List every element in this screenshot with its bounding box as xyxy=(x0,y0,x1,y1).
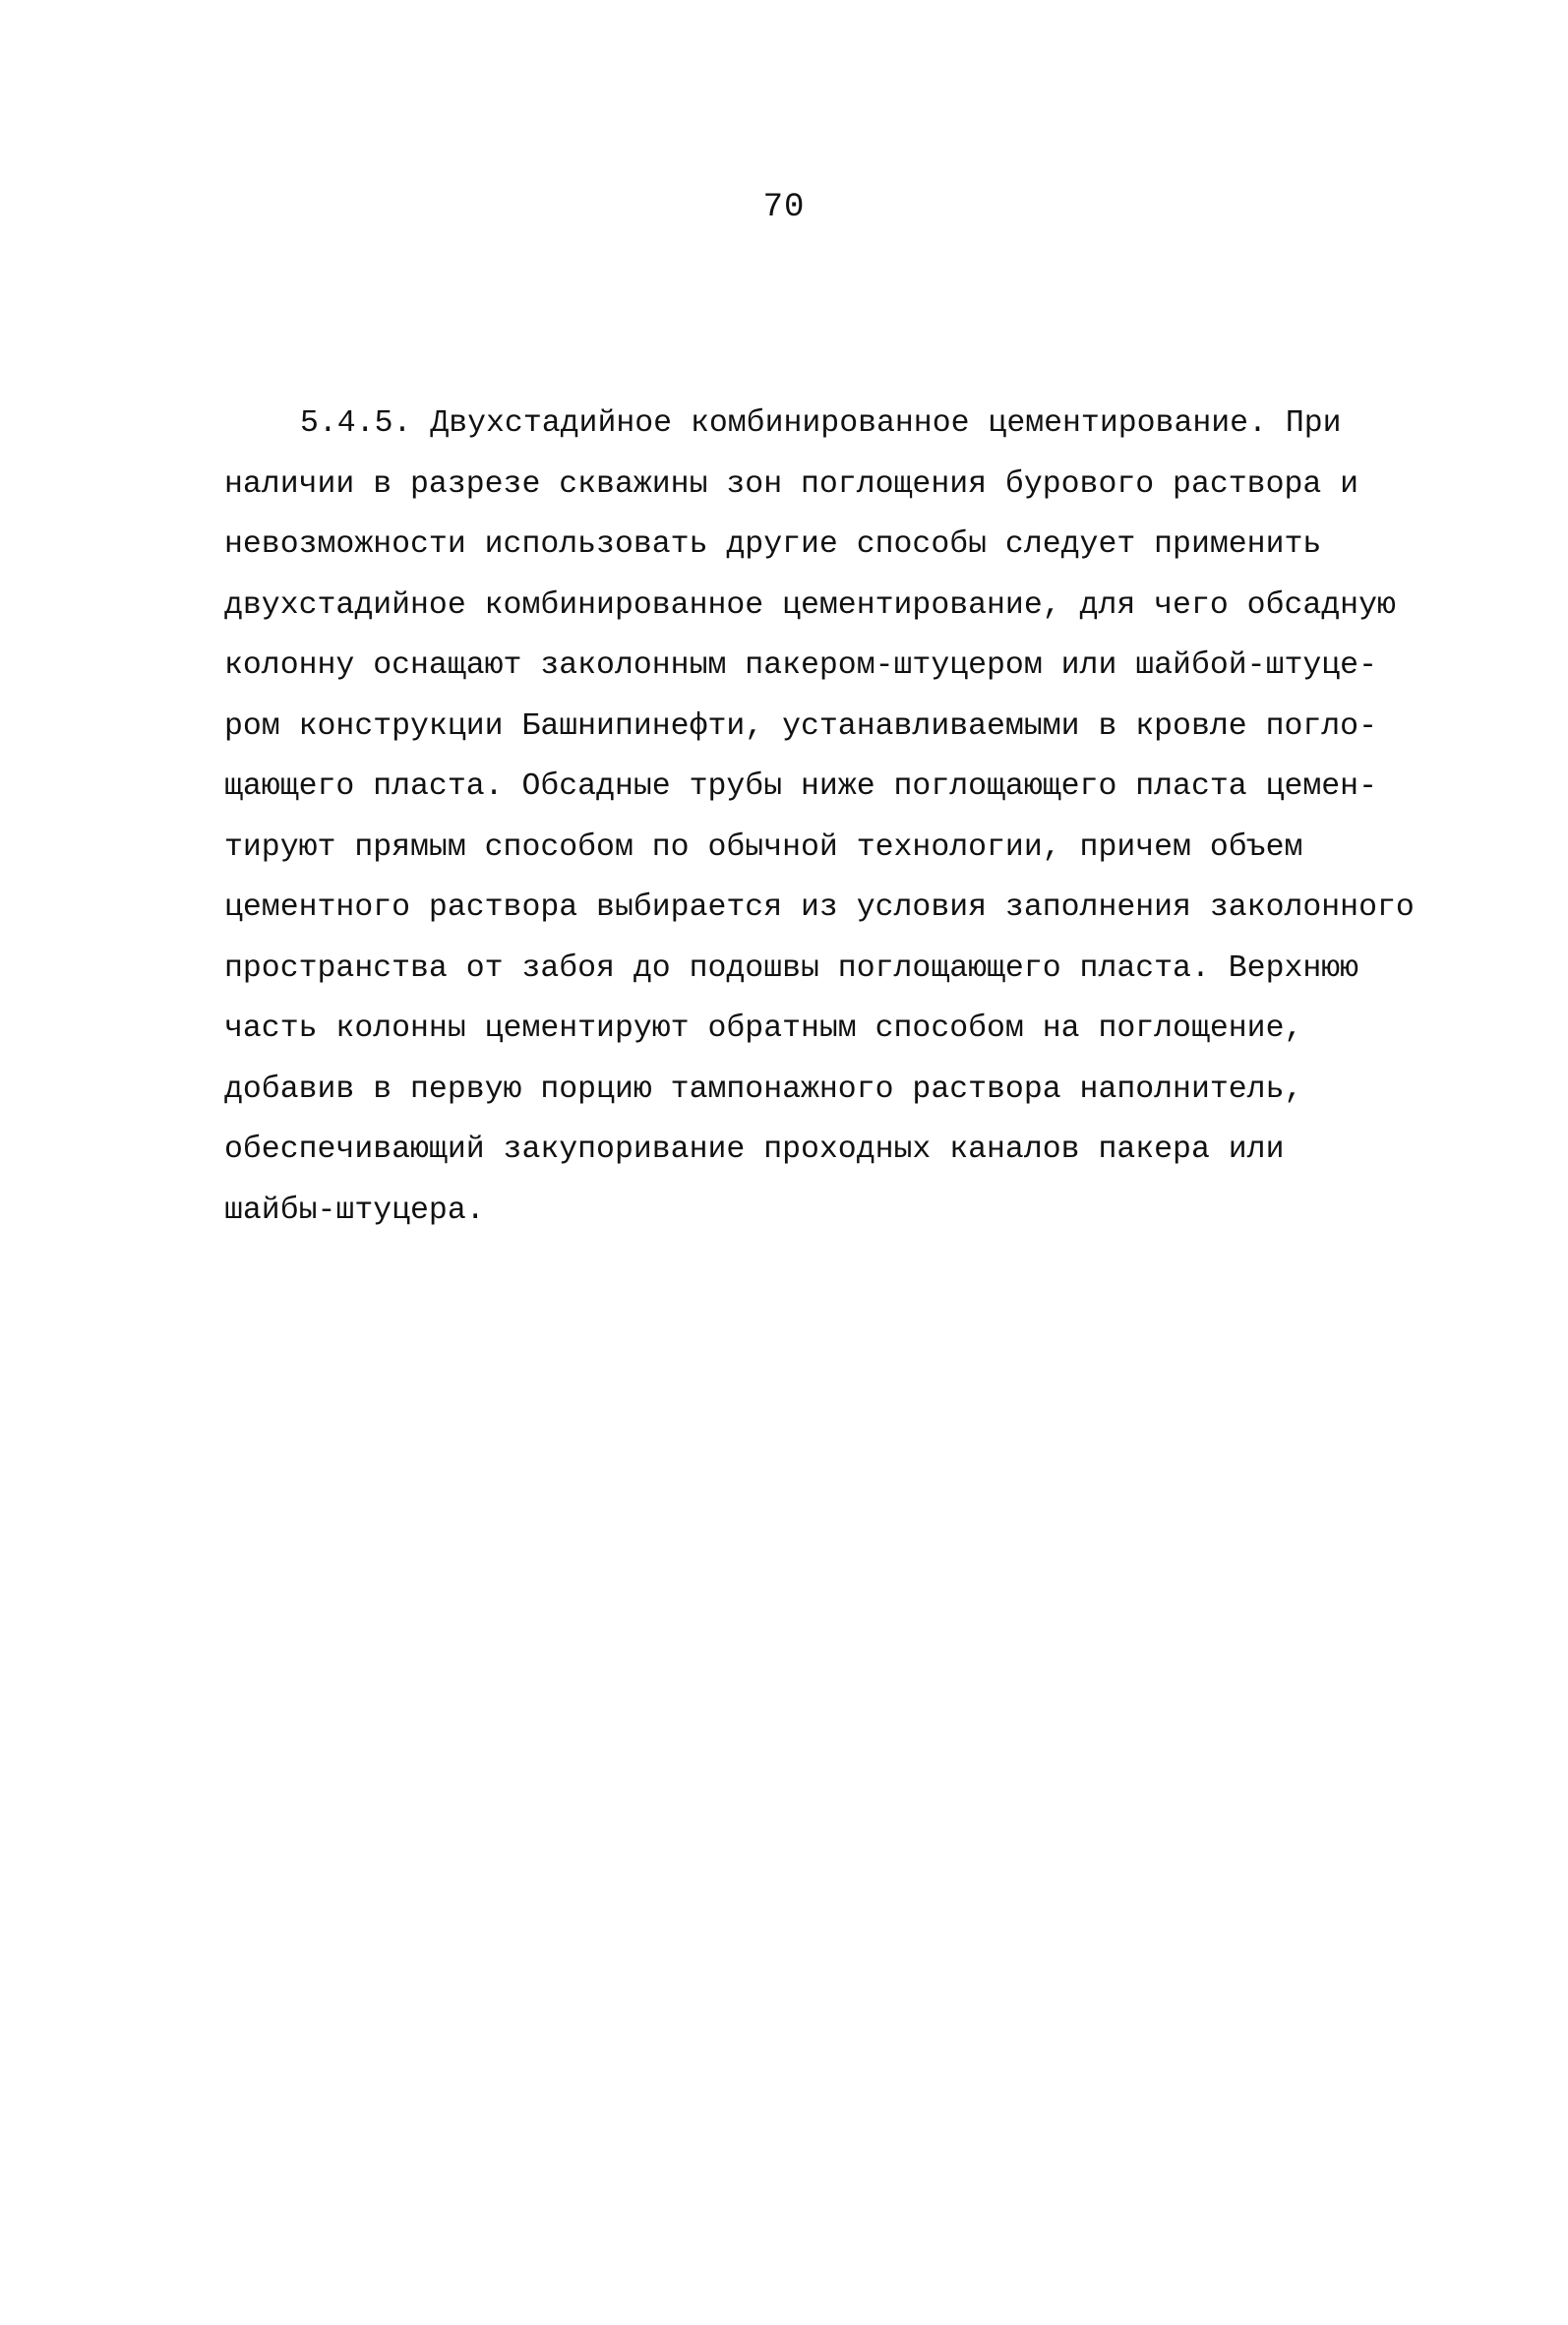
paragraph-line: шайбы-штуцера. xyxy=(224,1193,485,1228)
paragraph-line: тируют прямым способом по обычной технологии, причем объем xyxy=(224,829,1303,865)
paragraph-line: наличии в разрезе скважины зон поглощения бурового раствора и xyxy=(224,466,1359,502)
paragraph-line: колонну оснащают заколонным пакером-штуцером или шайбой-штуце- xyxy=(224,648,1377,683)
paragraph-line: 5.4.5. Двухстадийное комбинированное цементирование. При xyxy=(300,406,1342,441)
paragraph-line: щающего пласта. Обсадные трубы ниже поглощающего пласта цемен- xyxy=(224,769,1377,804)
paragraph-line: обеспечивающий закупоривание проходных каналов пакера или xyxy=(224,1132,1285,1167)
paragraph-line: двухстадийное комбинированное цементирование, для чего обсадную xyxy=(224,587,1396,623)
paragraph-line: пространства от забоя до подошвы поглощающего пласта. Верхнюю xyxy=(224,950,1359,986)
page-number: 70 xyxy=(762,189,806,226)
paragraph-line: невозможности использовать другие способы следует применить xyxy=(224,527,1322,562)
paragraph-line: цементного раствора выбирается из условия заполнения заколонного xyxy=(224,890,1415,925)
paragraph-line: ром конструкции Башнипинефти, устанавливаемыми в кровле погло- xyxy=(224,708,1377,744)
paragraph-line: добавив в первую порцию тампонажного раствора наполнитель, xyxy=(224,1071,1303,1107)
paragraph-line: часть колонны цементируют обратным способом на поглощение, xyxy=(224,1011,1303,1046)
section-5-4-5-paragraph xyxy=(224,394,1444,1241)
